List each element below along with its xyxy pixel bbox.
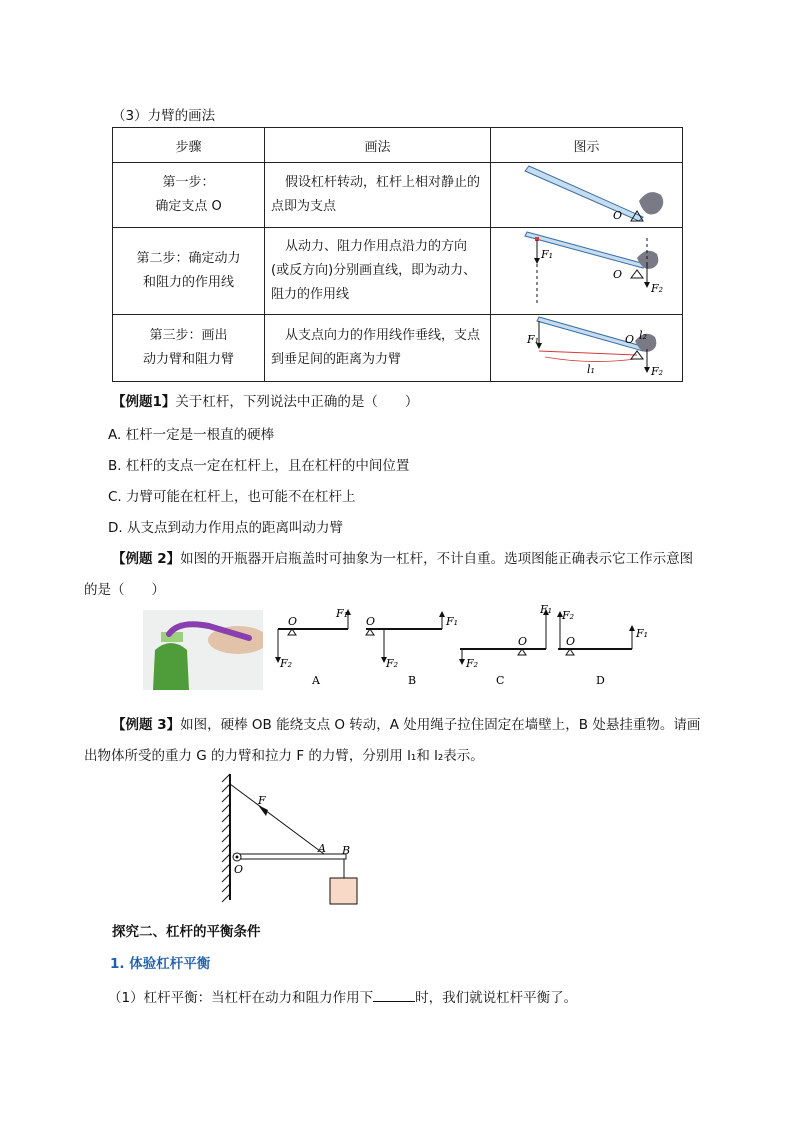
- step-text: 确定支点 O: [155, 199, 222, 214]
- label-O: O: [566, 635, 576, 648]
- example1-option-d: D. 从支点到动力作用点的距离叫动力臂: [108, 520, 343, 536]
- rope: [230, 784, 324, 854]
- label-O: O: [518, 635, 528, 648]
- example1-option-a: A. 杠杆一定是一根直的硬棒: [108, 427, 275, 443]
- example1-question: [112, 390, 418, 410]
- example2-question-line2: 的是（ ）: [84, 582, 165, 598]
- fulcrum-triangle: [631, 270, 643, 278]
- explore2-item1: [108, 986, 577, 1006]
- method-cell: [265, 163, 491, 228]
- label-F1: F₁: [541, 248, 554, 261]
- bottle-opener-photo: [143, 610, 263, 690]
- label-O: O: [613, 209, 623, 222]
- option-b-diagram: [366, 611, 458, 687]
- option-c-diagram: [459, 605, 552, 687]
- item1-text-before: （1）杠杆平衡：当杠杆在动力和阻力作用下: [108, 990, 374, 1006]
- example3-line2: 出物体所受的重力 G 的力臂和拉力 F 的力臂，分别用 l₁和 l₂表示。: [84, 748, 484, 764]
- option-label-a: A: [312, 674, 320, 687]
- arm-l1: [539, 351, 637, 355]
- example2-options-figure: [270, 605, 670, 690]
- method-cell: [265, 315, 491, 382]
- label-B: B: [342, 844, 351, 857]
- label-F1: F₁: [336, 607, 349, 620]
- arrowhead: [534, 258, 540, 264]
- explore2-subheading: 1. 体验杠杆平衡: [110, 956, 211, 972]
- label-F: F: [258, 794, 266, 807]
- table-row: [113, 163, 683, 228]
- arrowhead: [459, 659, 465, 665]
- arrowhead: [644, 282, 650, 288]
- brace-l1: [545, 357, 635, 362]
- step-cell: [113, 163, 265, 228]
- label-F1: F₁: [527, 333, 540, 346]
- label-O: O: [613, 268, 623, 281]
- pivot-dot: [236, 856, 239, 859]
- option-label-b: B: [408, 674, 417, 687]
- example3-figure: [220, 770, 370, 910]
- question-text: 如图的开瓶器开启瓶盖时可抽象为一杠杆，不计自重。选项图能正确表示它工作示意图: [180, 551, 694, 567]
- lever-arm-steps-table: [112, 127, 683, 382]
- label-F2: F₂: [651, 365, 664, 377]
- header-figure: 图示: [491, 128, 683, 163]
- wall-hatching: [222, 774, 230, 902]
- label-O: O: [234, 863, 244, 876]
- step-text: 第三步：画出: [149, 328, 228, 343]
- step1-figure: [491, 163, 681, 223]
- header-method: 画法: [265, 128, 491, 163]
- label-O: O: [288, 615, 298, 628]
- step-text: 第一步：: [162, 175, 215, 190]
- explore2-heading: 探究二、杠杆的平衡条件: [112, 924, 261, 940]
- table-row: [113, 228, 683, 315]
- label-F2: F₂: [562, 609, 575, 622]
- label-F2: F₂: [386, 657, 399, 670]
- step-text: 和阻力的作用线: [142, 275, 234, 290]
- step2-figure: [491, 228, 681, 310]
- label-F1: F₁: [636, 627, 649, 640]
- method-text: 从动力、阻力作用点沿力的方向(或反方向)分别画直线，即为动力、阻力的作用线: [271, 239, 477, 302]
- table-row: [113, 315, 683, 382]
- step-text: 第二步：确定动力: [136, 251, 241, 266]
- method-text: 从支点向力的作用线作垂线，支点到垂足间的距离为力臂: [271, 328, 481, 367]
- option-d-diagram: [557, 609, 648, 687]
- bottle-shape: [153, 643, 189, 690]
- step3-figure: [491, 315, 681, 377]
- option-label-d: D: [596, 674, 605, 687]
- step-cell: [113, 315, 265, 382]
- weight-box: [330, 878, 357, 904]
- example3-tag: 【例题 3】: [112, 717, 181, 733]
- section-heading: （3）力臂的画法: [112, 108, 216, 124]
- example1-option-c: C. 力臂可能在杠杆上，也可能不在杠杆上: [108, 489, 356, 505]
- question-text: 关于杠杆，下列说法中正确的是（ ）: [175, 394, 419, 410]
- arrowhead: [629, 625, 635, 631]
- label-F1: F₁: [540, 605, 553, 616]
- item1-text-after: 时，我们就说杠杆平衡了。: [415, 990, 578, 1006]
- label-A: A: [318, 842, 326, 855]
- arrowhead: [439, 611, 445, 617]
- label-l1: l₁: [587, 363, 595, 376]
- option-a-diagram: [275, 607, 351, 687]
- label-F1: F₁: [446, 615, 459, 628]
- label-l2: l₂: [639, 329, 647, 342]
- arrowhead: [644, 367, 650, 373]
- label-F2: F₂: [280, 657, 293, 670]
- label-O: O: [366, 615, 376, 628]
- label-F2: F₂: [651, 282, 664, 295]
- example1-option-b: B. 杠杆的支点一定在杠杆上，且在杠杆的中间位置: [108, 458, 410, 474]
- header-step: 步骤: [113, 128, 265, 163]
- figure-cell: [491, 315, 683, 382]
- figure-cell: [491, 163, 683, 228]
- method-text: 假设杠杆转动，杠杆上相对静止的点即为支点: [271, 175, 481, 214]
- method-cell: [265, 228, 491, 315]
- example2-tag: 【例题 2】: [112, 551, 181, 567]
- example2-question-line1: [112, 547, 693, 567]
- table-header-row: [113, 128, 683, 163]
- hand-shape: [639, 192, 663, 214]
- figure-cell: [491, 228, 683, 315]
- example1-tag: 【例题1】: [112, 394, 176, 410]
- option-label-c: C: [496, 674, 505, 687]
- label-F2: F₂: [466, 657, 479, 670]
- step-cell: [113, 228, 265, 315]
- fill-in-blank[interactable]: [373, 989, 415, 1002]
- example3-line1: [112, 713, 700, 733]
- label-O: O: [625, 333, 635, 346]
- step-text: 动力臂和阻力臂: [142, 352, 234, 367]
- rod-OB: [234, 854, 346, 859]
- question-text: 如图，硬棒 OB 能绕支点 O 转动，A 处用绳子拉住固定在墙壁上，B 处悬挂重物。请画: [180, 717, 701, 733]
- lever-bar: [525, 166, 643, 221]
